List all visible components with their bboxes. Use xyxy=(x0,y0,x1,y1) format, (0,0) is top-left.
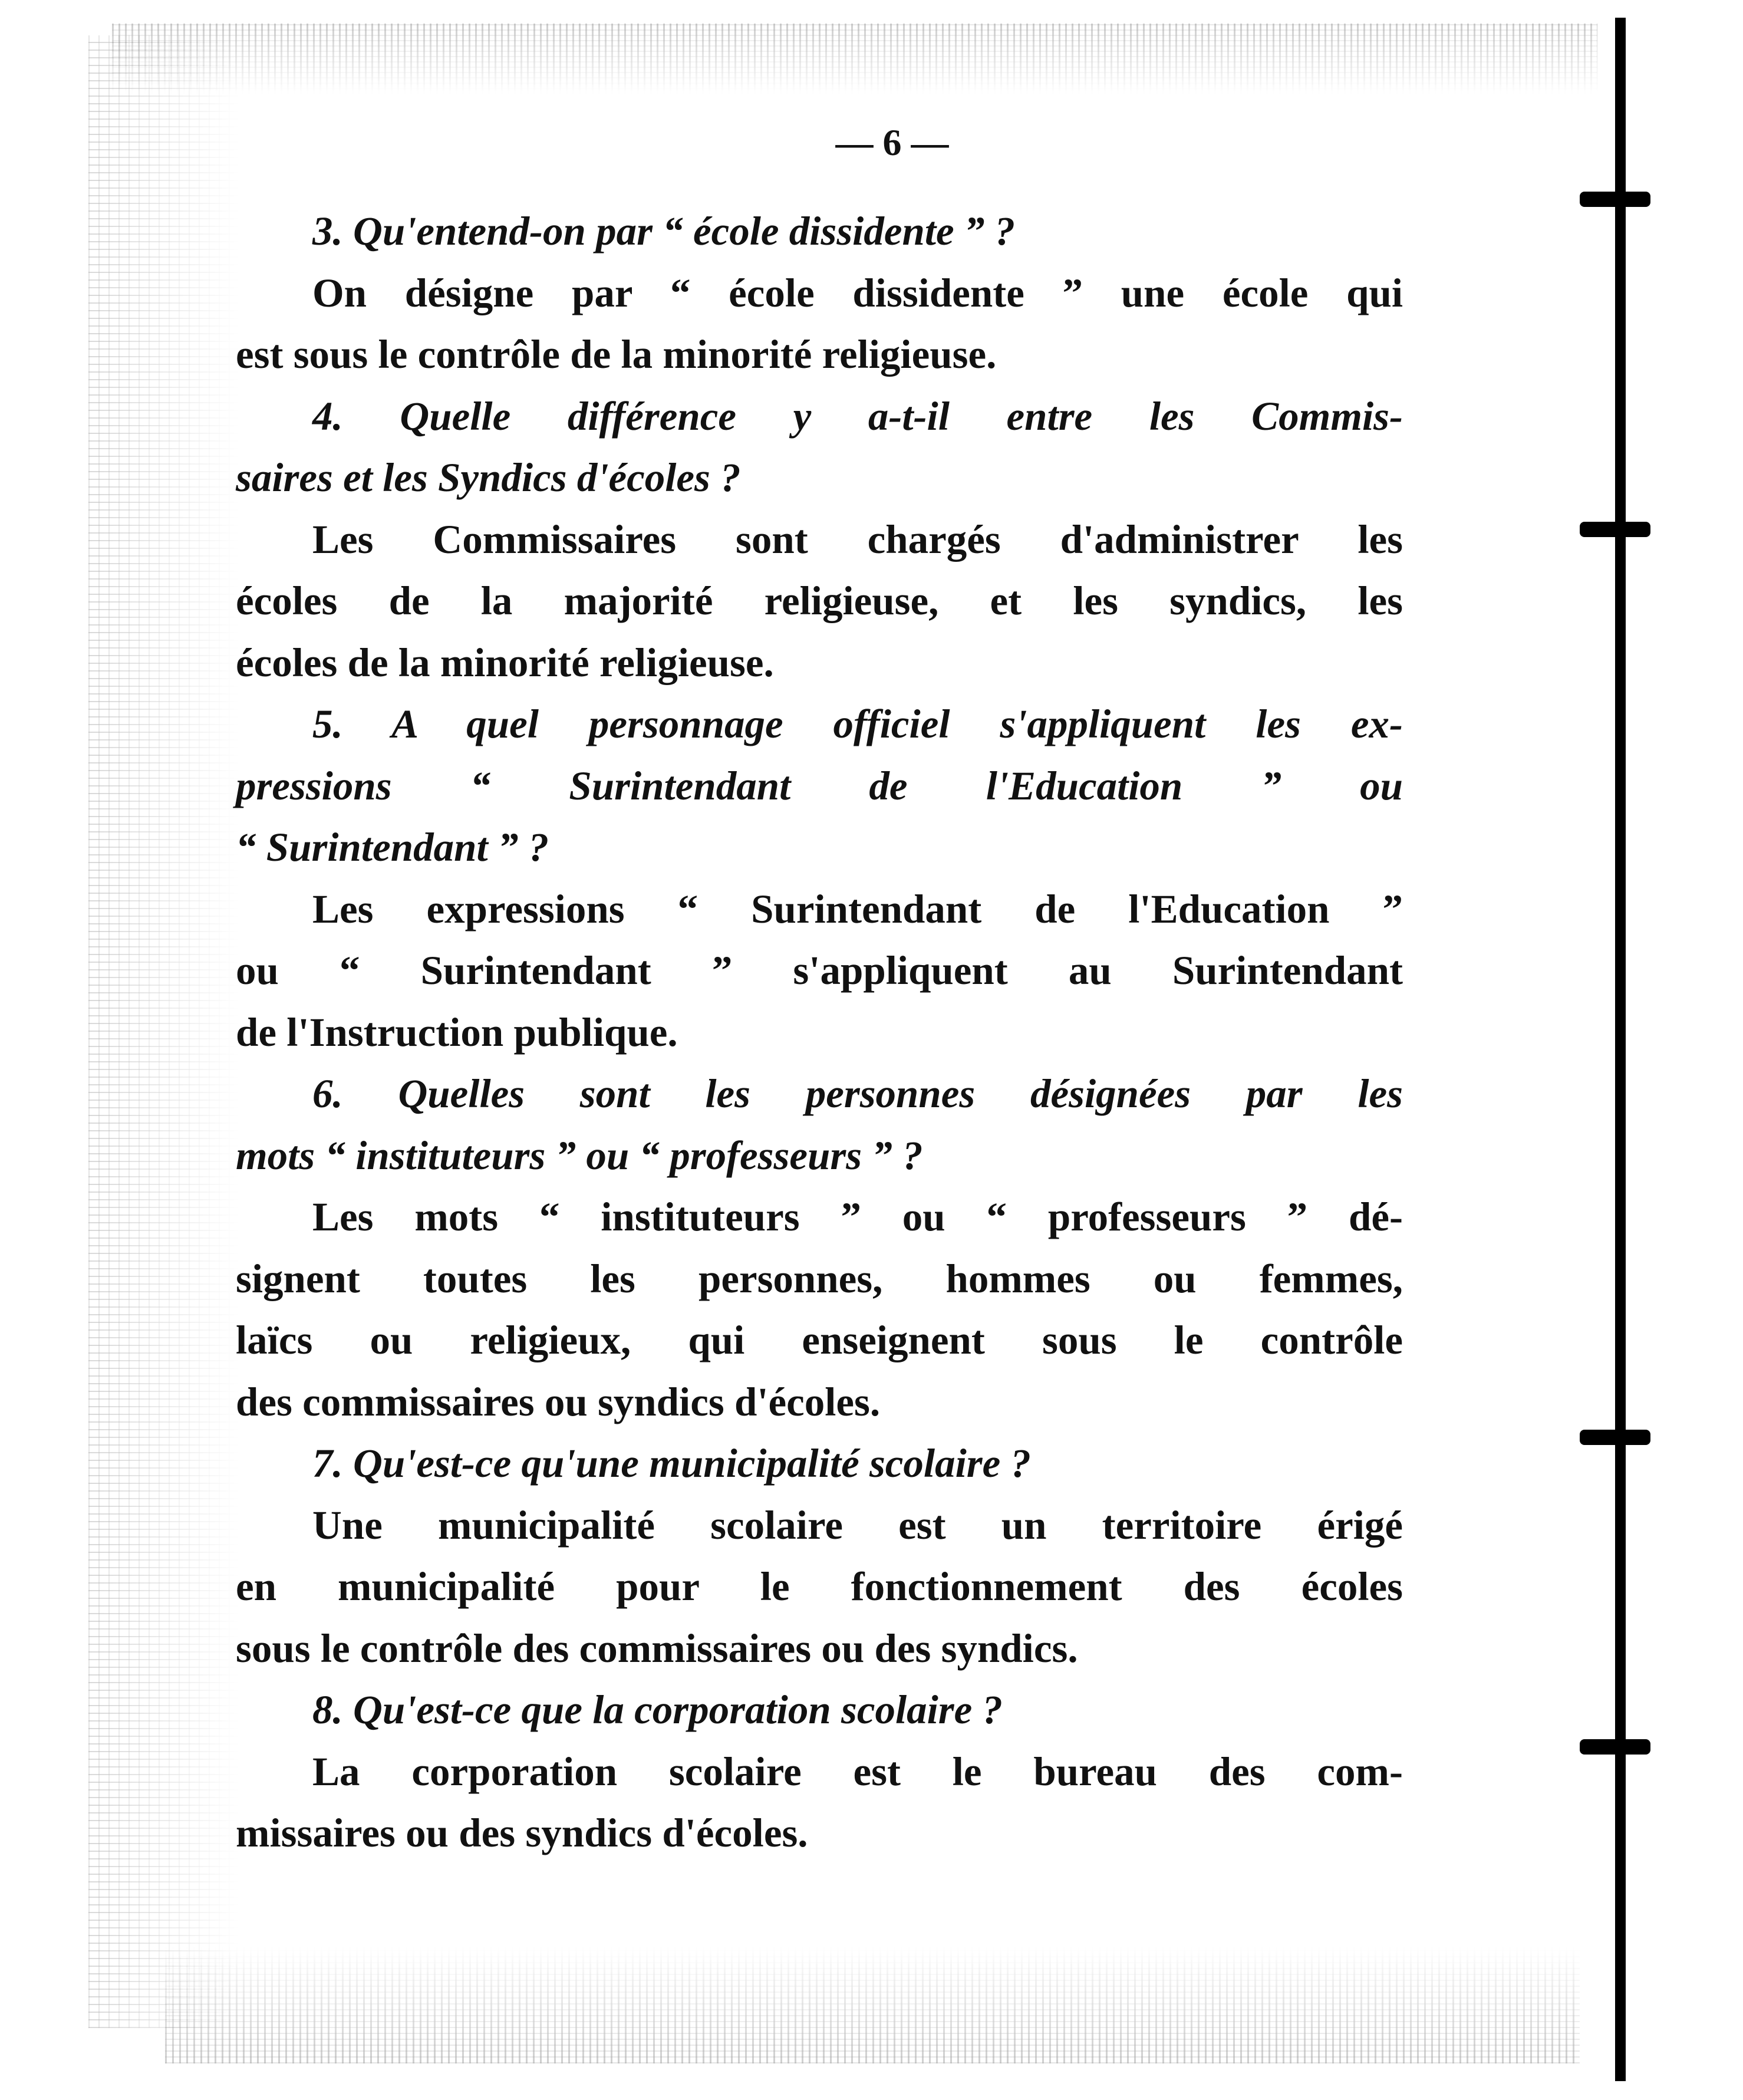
binding-staple-mark xyxy=(1580,1430,1650,1445)
answer-line: des commissaires ou syndics d'écoles. xyxy=(236,1379,881,1424)
question-line: saires et les Syndics d'écoles ? xyxy=(236,455,741,500)
qa-entry xyxy=(236,1679,1403,1864)
question-line: 6. Quelles sont les personnes désignées par les xyxy=(312,1071,1403,1116)
scan-noise-top xyxy=(112,24,1597,94)
answer-line: de l'Instruction publique. xyxy=(236,1009,678,1055)
binding-staple-mark xyxy=(1580,522,1650,537)
scan-noise-bottom xyxy=(165,1946,1580,2063)
question-line: “ Surintendant ” ? xyxy=(236,825,549,870)
qa-entry xyxy=(236,693,1403,1063)
body-text xyxy=(236,200,1403,1864)
answer-line: Une municipalité scolaire est un territoire érigé xyxy=(312,1502,1403,1548)
answer-line: en municipalité pour le fonctionnement des écoles xyxy=(236,1564,1403,1609)
answer-line: La corporation scolaire est le bureau des com- xyxy=(312,1749,1403,1794)
answer-line: écoles de la minorité religieuse. xyxy=(236,640,774,685)
answer-line: est sous le contrôle de la minorité religieuse. xyxy=(236,332,997,377)
question-line: 4. Quelle différence y a-t-il entre les Commis- xyxy=(312,393,1403,439)
answer-line: On désigne par “ école dissidente ” une école qui xyxy=(312,270,1403,315)
binding-staple-mark xyxy=(1580,192,1650,207)
answer-line: signent toutes les personnes, hommes ou femmes, xyxy=(236,1256,1403,1301)
page-number: — 6 — xyxy=(835,121,949,163)
scan-noise-left xyxy=(88,35,242,2028)
question-line: pressions “ Surintendant de l'Education ” ou xyxy=(236,763,1403,808)
answer-line: Les expressions “ Surintendant de l'Education ” xyxy=(312,886,1403,931)
answer-line: Les mots “ instituteurs ” ou “ professeurs ” dé- xyxy=(312,1194,1403,1239)
answer-line: missaires ou des syndics d'écoles. xyxy=(236,1811,808,1855)
question-line: 3. Qu'entend-on par “ école dissidente ” ? xyxy=(312,209,1016,254)
answer-line: Les Commissaires sont chargés d'administrer les xyxy=(312,516,1403,562)
answer-line: laïcs ou religieux, qui enseignent sous le contrôle xyxy=(236,1318,1403,1362)
qa-entry xyxy=(236,1433,1403,1679)
question-line: 5. A quel personnage officiel s'appliquent les ex- xyxy=(312,702,1403,746)
qa-entry xyxy=(236,200,1403,386)
binding-staple-mark xyxy=(1580,1739,1650,1755)
answer-line: ou “ Surintendant ” s'appliquent au Surintendant xyxy=(236,948,1403,993)
qa-entry xyxy=(236,386,1403,694)
binding-spine xyxy=(1615,18,1626,2081)
question-line: 8. Qu'est-ce que la corporation scolaire ? xyxy=(312,1687,1003,1732)
qa-entry xyxy=(236,1063,1403,1433)
answer-line: sous le contrôle des commissaires ou des syndics. xyxy=(236,1625,1078,1671)
question-line: 7. Qu'est-ce qu'une municipalité scolaire ? xyxy=(312,1441,1031,1486)
question-line: mots “ instituteurs ” ou “ professeurs ” ? xyxy=(236,1133,923,1178)
answer-line: écoles de la majorité religieuse, et les syndics, les xyxy=(236,578,1403,623)
